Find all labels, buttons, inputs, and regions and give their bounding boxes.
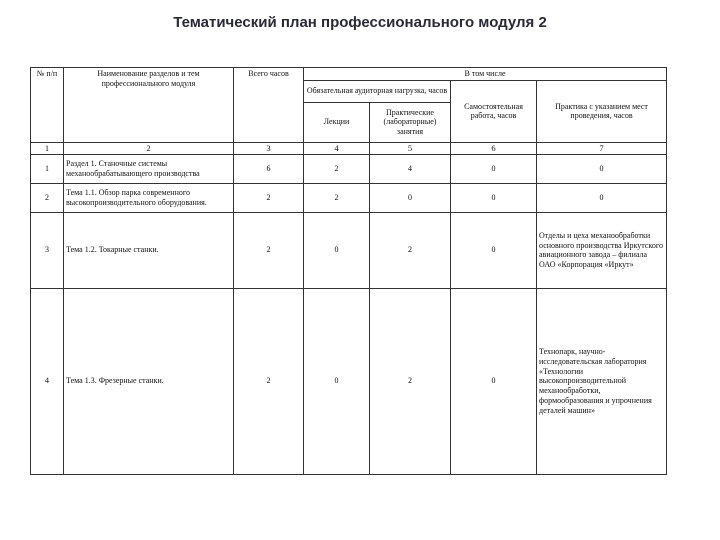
table-row — [31, 212, 667, 288]
row-self: 0 — [451, 212, 537, 288]
row-practical: 2 — [370, 288, 451, 474]
row-total: 2 — [234, 212, 304, 288]
header-self: Самостоятельная работа, часов — [451, 80, 537, 142]
row-practice: 0 — [537, 183, 667, 212]
table-row — [31, 288, 667, 474]
row-lectures: 0 — [304, 212, 370, 288]
row-self: 0 — [451, 183, 537, 212]
col-number: 1 — [31, 142, 64, 154]
row-num: 3 — [31, 212, 64, 288]
row-practical: 0 — [370, 183, 451, 212]
row-name: Раздел 1. Станочные системы механообрабатывающего производства — [64, 154, 234, 183]
row-num: 4 — [31, 288, 64, 474]
header-practice: Практика с указанием мест проведения, часов — [537, 80, 667, 142]
column-number-row — [31, 142, 667, 154]
header-num: № п/п — [31, 68, 64, 143]
page-title: Тематический план профессионального модуля 2 — [173, 14, 547, 31]
row-self: 0 — [451, 288, 537, 474]
row-lectures: 2 — [304, 154, 370, 183]
header-including: В том числе — [304, 68, 667, 81]
col-number: 2 — [64, 142, 234, 154]
row-lectures: 0 — [304, 288, 370, 474]
row-name: Тема 1.3. Фрезерные станки. — [64, 288, 234, 474]
header-practical: Практические (лабораторные) занятия — [370, 102, 451, 142]
row-total: 2 — [234, 288, 304, 474]
row-total: 2 — [234, 183, 304, 212]
row-practice: Отделы и цеха механообработки основного производства Иркутского авиационного завода – филиала ОАО «Корпорация «Иркут» — [537, 212, 667, 288]
row-num: 1 — [31, 154, 64, 183]
row-practice: 0 — [537, 154, 667, 183]
row-lectures: 2 — [304, 183, 370, 212]
header-name: Наименование разделов и тем профессионального модуля — [64, 68, 234, 143]
header-mandatory: Обязательная аудиторная нагрузка, часов — [304, 80, 451, 102]
row-self: 0 — [451, 154, 537, 183]
row-practical: 2 — [370, 212, 451, 288]
header-total: Всего часов — [234, 68, 304, 143]
col-number: 4 — [304, 142, 370, 154]
col-number: 3 — [234, 142, 304, 154]
row-num: 2 — [31, 183, 64, 212]
table-row — [31, 183, 667, 212]
col-number: 6 — [451, 142, 537, 154]
row-name: Тема 1.1. Обзор парка современного высокопроизводительного оборудования. — [64, 183, 234, 212]
col-number: 7 — [537, 142, 667, 154]
col-number: 5 — [370, 142, 451, 154]
header-lectures: Лекции — [304, 102, 370, 142]
thematic-plan-table — [30, 67, 667, 475]
row-practical: 4 — [370, 154, 451, 183]
row-name: Тема 1.2. Токарные станки. — [64, 212, 234, 288]
row-practice: Технопарк, научно-исследовательская лаборатория «Технологии высокопроизводительной механообработки, формообразования и упрочнения деталей машин» — [537, 288, 667, 474]
table-row — [31, 154, 667, 183]
row-total: 6 — [234, 154, 304, 183]
